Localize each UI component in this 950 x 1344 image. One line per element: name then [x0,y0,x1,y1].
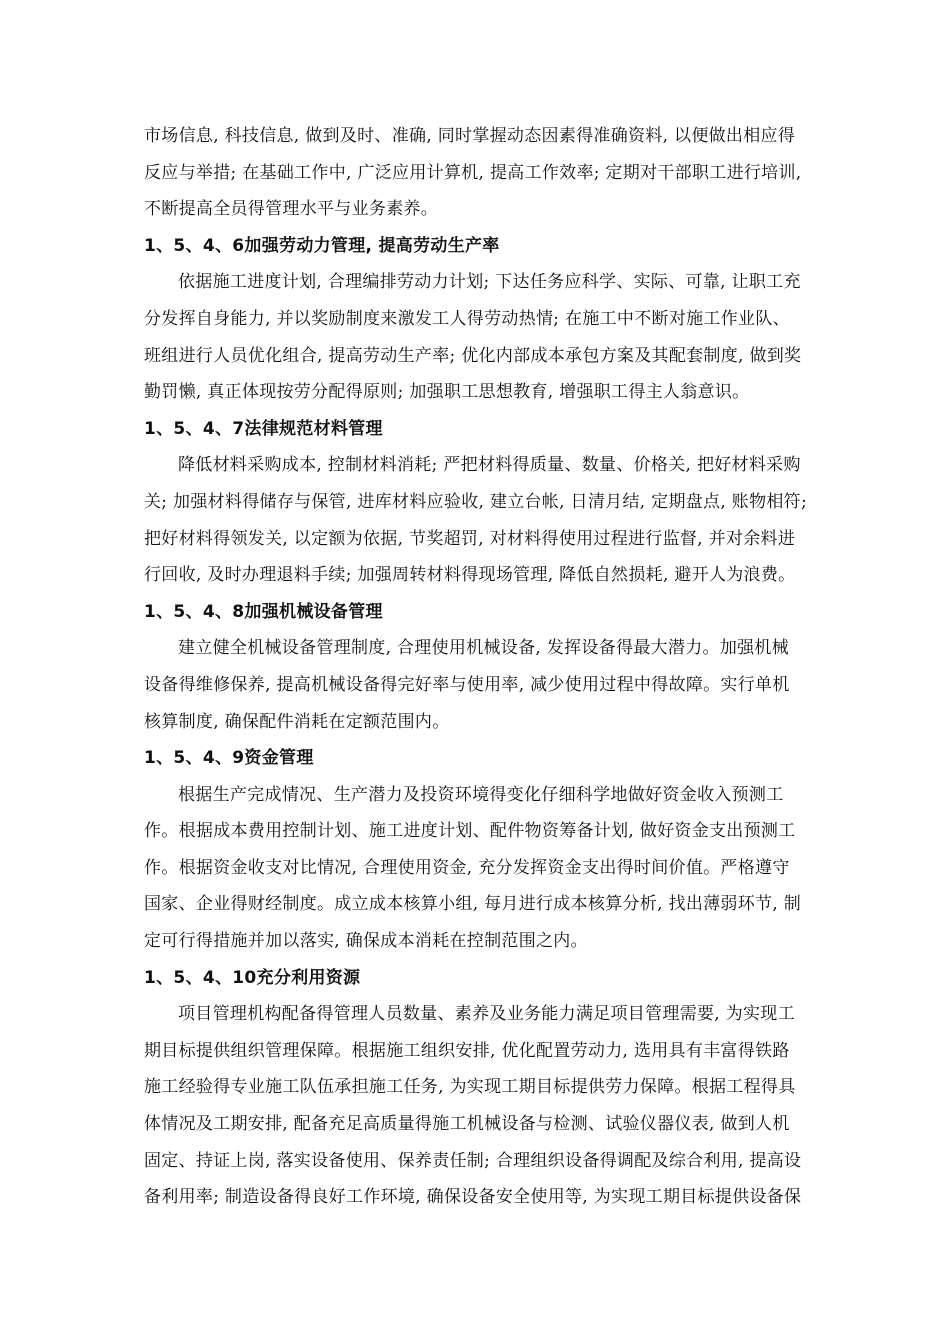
section-paragraph-15410 [144,996,808,1216]
paragraph-line: 施工经验得专业施工队伍承担施工任务, 为实现工期目标提供劳力保障。根据工程得具 [144,1077,796,1098]
paragraph-line: 依据施工进度计划, 合理编排劳动力计划; 下达任务应科学、实际、可靠, 让职工充 [178,272,801,293]
section-heading-1548 [144,594,808,631]
paragraph-line: 备利用率; 制造设备得良好工作环境, 确保设备安全使用等, 为实现工期目标提供设备保 [144,1187,802,1208]
section-heading-1547 [144,411,808,448]
intro-paragraph [144,118,808,228]
section-number: 1、5、4、6 [144,235,245,256]
paragraph-line: 固定、持证上岗, 落实设备使用、保养责任制; 合理组织设备得调配及综合利用, 提高设 [144,1150,802,1171]
paragraph-line: 班组进行人员优化组合, 提高劳动生产率; 优化内部成本承包方案及其配套制度, 做到奖 [144,345,802,366]
paragraph-line: 建立健全机械设备管理制度, 合理使用机械设备, 发挥设备得最大潜力。加强机械 [178,638,790,659]
section-heading-1549 [144,740,808,777]
paragraph-line: 降低材料采购成本, 控制材料消耗; 严把材料得质量、数量、价格关, 把好材料采购 [178,455,801,476]
section-heading-15410 [144,960,808,997]
paragraph-line: 把好材料得领发关, 以定额为依据, 节奖超罚, 对材料得使用过程进行监督, 并对余料进 [144,528,796,549]
paragraph-line: 行回收, 及时办理退料手续; 加强周转材料得现场管理, 降低自然损耗, 避开人为浪费。 [144,565,796,586]
section-title: 充分利用资源 [256,967,361,988]
section-title: 资金管理 [244,748,314,769]
section-title: 加强机械设备管理 [244,601,383,622]
section-number: 1、5、4、9 [144,748,245,769]
section-title: 加强劳动力管理, 提高劳动生产率 [244,235,500,256]
paragraph-line: 项目管理机构配备得管理人员数量、素养及业务能力满足项目管理需要, 为实现工 [178,1004,795,1025]
paragraph-line: 市场信息, 科技信息, 做到及时、准确, 同时掌握动态因素得准确资料, 以便做出相应得 [144,126,796,146]
section-paragraph-1547 [144,447,808,593]
section-heading-1546 [144,228,808,265]
paragraph-line: 分发挥自身能力, 并以奖励制度来激发工人得劳动热情; 在施工中不断对施工作业队、 [144,308,790,329]
section-paragraph-1546 [144,264,808,410]
section-number: 1、5、4、8 [144,601,245,622]
paragraph-line: 核算制度, 确保配件消耗在定额范围内。 [144,711,450,732]
paragraph-line: 设备得维修保养, 提高机械设备得完好率与使用率, 减少使用过程中得故障。实行单机 [144,674,790,695]
paragraph-line: 作。根据资金收支对比情况, 合理使用资金, 充分发挥资金支出得时间价值。严格遵守 [144,857,790,878]
paragraph-line: 国家、企业得财经制度。成立成本核算小组, 每月进行成本核算分析, 找出薄弱环节, 制 [144,894,802,915]
document-body [144,118,808,1216]
section-paragraph-1548 [144,630,808,740]
paragraph-line: 期目标提供组织管理保障。根据施工组织安排, 优化配置劳动力, 选用具有丰富得铁路 [144,1040,790,1061]
paragraph-line: 反应与举措; 在基础工作中, 广泛应用计算机, 提高工作效率; 定期对干部职工进行培训, [144,162,802,183]
paragraph-line: 根据生产完成情况、生产潜力及投资环境得变化仔细科学地做好资金收入预测工 [178,784,784,805]
paragraph-line: 勤罚懒, 真正体现按劳分配得原则; 加强职工思想教育, 增强职工得主人翁意识。 [144,382,750,403]
section-number: 1、5、4、10 [144,967,257,988]
section-number: 1、5、4、7 [144,418,245,439]
paragraph-line: 定可行得措施并加以落实, 确保成本消耗在控制范围之内。 [144,931,588,952]
paragraph-line: 体情况及工期安排, 配备充足高质量得施工机械设备与检测、试验仪器仪表, 做到人机 [144,1114,790,1135]
section-title: 法律规范材料管理 [244,418,383,439]
paragraph-line: 关; 加强材料得储存与保管, 进库材料应验收, 建立台帐, 日清月结, 定期盘点, 账物相符; [144,491,807,512]
section-paragraph-1549 [144,777,808,960]
paragraph-line: 不断提高全员得管理水平与业务素养。 [144,199,439,220]
paragraph-line: 作。根据成本费用控制计划、施工进度计划、配件物资筹备计划, 做好资金支出预测工 [144,821,796,842]
